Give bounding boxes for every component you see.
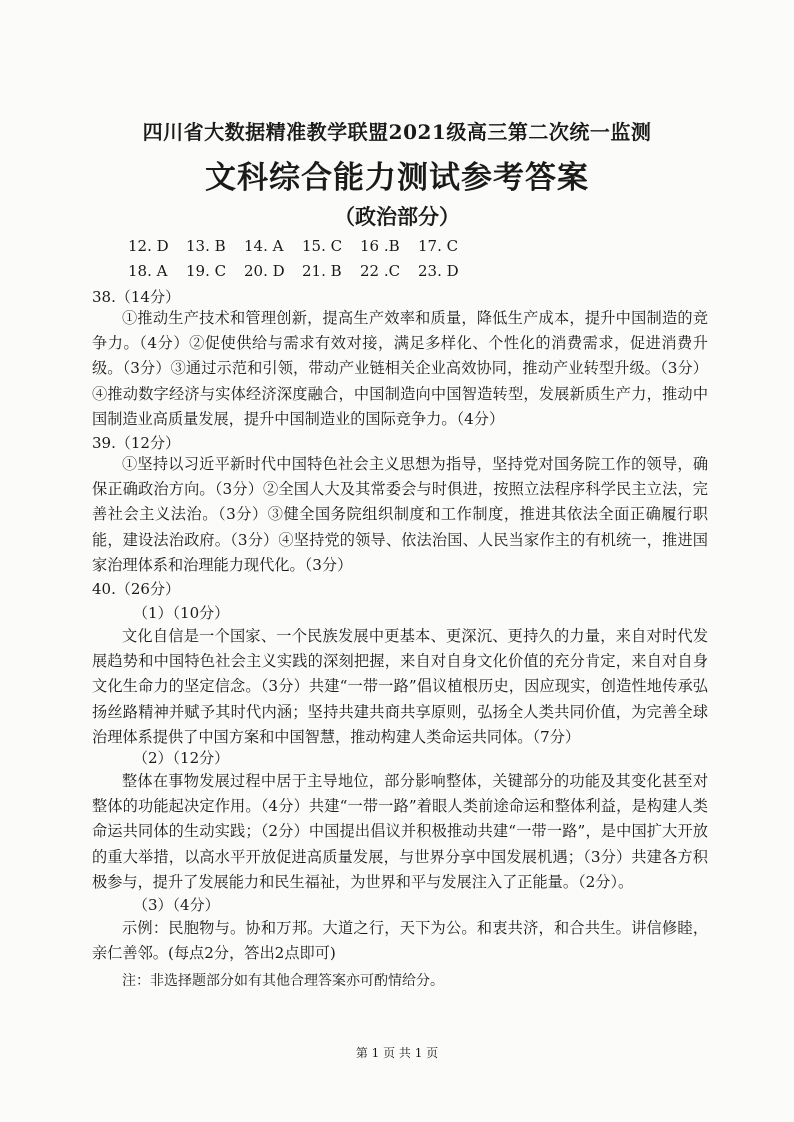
answer-item: 16 .B xyxy=(360,236,400,255)
answer-item: 21. B xyxy=(302,261,342,280)
answer-item: 13. B xyxy=(186,236,226,255)
answer-item: 23. D xyxy=(418,261,459,280)
answer-row xyxy=(128,233,608,258)
answer-item: 17. C xyxy=(418,236,459,255)
question-39-answer: ①坚持以习近平新时代中国特色社会主义思想为指导，坚持党对国务院工作的领导，确保正确政治方向。（3分）②全国人大及其常委会与时俱进，按照立法程序科学民主立法，完善社会主义法治。（3分）③健全国务院组织制度和工作制度，推进其依法全面正确履行职能，建设法治政府。（3分）④坚持党的领导、依法治国、人民当家作主的有机统一，推进国家治理体系和治理能力现代化。（3分） xyxy=(92,455,708,574)
answer-item: 12. D xyxy=(128,236,169,255)
grading-note: 注：非选择题部分如有其他合理答案亦可酌情给分。 xyxy=(122,973,444,989)
answer-row xyxy=(128,258,608,283)
answer-item: 14. A xyxy=(244,236,284,255)
answer-item: 20. D xyxy=(244,261,285,280)
question-40-part1-answer: 文化自信是一个国家、一个民族发展中更基本、更深沉、更持久的力量，来自对时代发展趋势和中国特色社会主义实践的深刻把握，来自对自身文化价值的充分肯定，来自对自身文化生命力的坚定信念。（3分）共建“一带一路”倡议植根历史，因应现实，创造性地传承弘扬丝路精神并赋予其时代内涵；坚持共建共商共享原则，弘扬全人类共同价值，为完善全球治理体系提供了中国方案和中国智慧，推动构建人类命运共同体。（7分） xyxy=(92,627,708,746)
question-40-part3-answer: 示例：民胞物与。协和万邦。大道之行，天下为公。和衷共济，和合共生。讲信修睦，亲仁善邻。(每点2分，答出2点即可) xyxy=(92,919,708,963)
question-40-part3-heading: （3）（4分） xyxy=(133,896,220,914)
answer-item: 18. A xyxy=(128,261,168,280)
multiple-choice-answers xyxy=(128,233,608,283)
question-40-part1-heading: （1）（10分） xyxy=(133,604,230,622)
answer-item: 19. C xyxy=(186,261,227,280)
answer-item: 15. C xyxy=(302,236,343,255)
question-40-heading: 40.（26分） xyxy=(92,580,180,598)
question-38-heading: 38.（14分） xyxy=(92,288,180,306)
question-40-part2-heading: （2）（12分） xyxy=(133,749,230,767)
answer-item: 22 .C xyxy=(360,261,401,280)
question-38-answer: ①推动生产技术和管理创新，提高生产效率和质量，降低生产成本，提升中国制造的竞争力。（4分）②促使供给与需求有效对接，满足多样化、个性化的消费需求，促进消费升级。（3分）③通过示范和引领，带动产业链相关企业高效协同，推动产业转型升级。（3分）④推动数字经济与实体经济深度融合，中国制造向中国智造转型，发展新质生产力，推动中国制造业高质量发展，提升中国制造业的国际竞争力。（4分） xyxy=(92,309,708,428)
page-footer: 第 1 页 共 1 页 xyxy=(355,1046,439,1060)
question-39-heading: 39.（12分） xyxy=(92,434,180,452)
document-title: 文科综合能力测试参考答案 xyxy=(205,160,589,196)
section-subtitle: （政治部分） xyxy=(334,204,460,229)
exam-title: 四川省大数据精准教学联盟2021级高三第二次统一监测 xyxy=(142,120,652,144)
question-40-part2-answer: 整体在事物发展过程中居于主导地位，部分影响整体，关键部分的功能及其变化甚至对整体的功能起决定作用。（4分）共建“一带一路”着眼人类前途命运和整体利益，是构建人类命运共同体的生动实践；（2分）中国提出倡议并积极推动共建“一带一路”，是中国扩大开放的重大举措，以高水平开放促进高质量发展，与世界分享中国发展机遇；（3分）共建各方积极参与，提升了发展能力和民生福祉，为世界和平与发展注入了正能量。（2分）。 xyxy=(92,772,708,891)
